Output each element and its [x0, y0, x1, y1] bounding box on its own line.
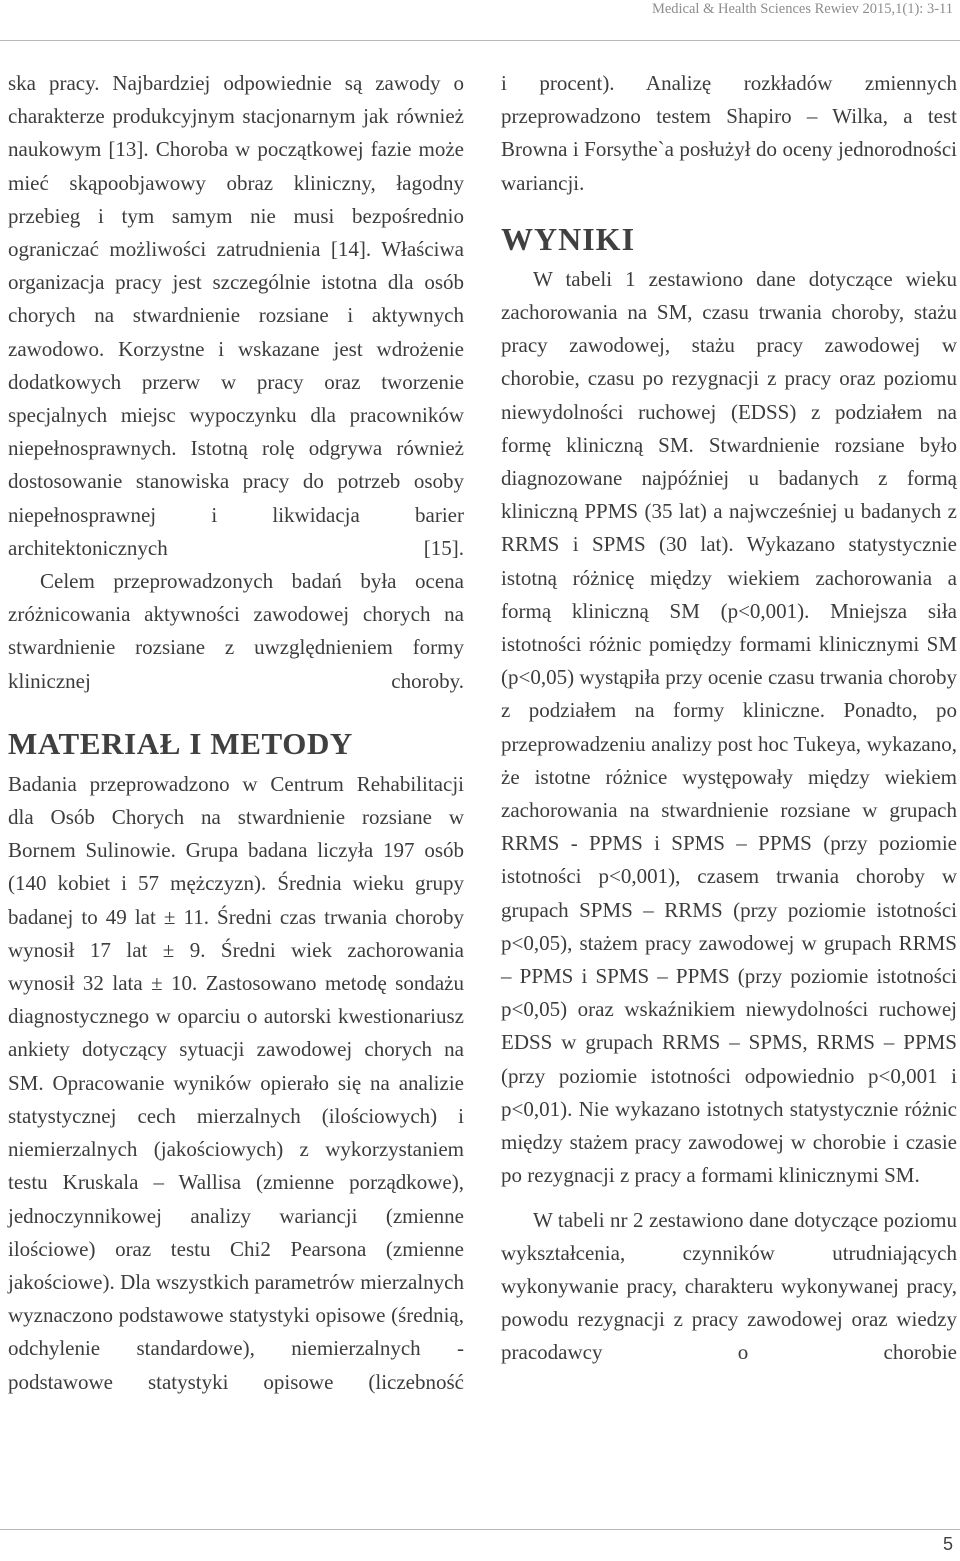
intro-paragraph: ska pracy. Najbardziej odpowiednie są zawody o charakterze produkcyjnym stacjonarnym jak również naukowym [13]. Choroba w początkowej fazie może mieć skąpoobjawowy obraz kliniczny, łagodny przebieg i tym samym nie musi bezpośrednio ograniczać możliwości zatrudnienia [14]. Właściwa organizacja pracy jest szczególnie istotna dla osób chorych na stwardnienie rozsiane i aktywnych zawodowo. Korzystne i wskazane jest wdrożenie dodatkowych przerw w pracy oraz tworzenie specjalnych miejsc wypoczynku dla pracowników niepełnosprawnych. Istotną rolę odgrywa również dostosowanie stanowiska pracy do potrzeb osoby niepełnosprawnej i likwidacja barier architektonicznych [15]. [8, 71, 464, 560]
methods-heading: MATERIAŁ I METODY [8, 725, 353, 761]
right-column [501, 67, 957, 1370]
page-number: 5 [942, 1534, 953, 1554]
aim-paragraph: Celem przeprowadzonych badań była ocena zróżnicowania aktywności zawodowej chorych na stwardnienie rozsiane z uwzględnieniem formy klinicznej choroby. [8, 569, 464, 693]
left-column [8, 67, 464, 1399]
running-head: Medical & Health Sciences Rewiev 2015,1(1): 3-11 [651, 1, 953, 17]
methods-paragraph: Badania przeprowadzono w Centrum Rehabilitacji dla Osób Chorych na stwardnienie rozsiane w Bornem Sulinowie. Grupa badana liczyła 197 osób (140 kobiet i 57 mężczyzn). Średnia wieku grupy badanej to 49 lat ± 11. Średni czas trwania choroby wynosił 17 lat ± 9. Średni wiek zachorowania wynosił 32 lata ± 10. Zastosowano metodę sondażu diagnostycznego w oparciu o autorski kwestionariusz ankiety dotyczący sytuacji zawodowej chorych na SM. Opracowanie wyników opierało się na analizie statystycznej cech mierzalnych (ilościowych) i niemierzalnych (jakościowych) z wykorzystaniem testu Kruskala – Wallisa (zmienne porządkowe), jednoczynnikowej analizy wariancji (zmienne ilościowe) oraz testu Chi2 Pearsona (zmienne jakościowe). Dla wszystkich parametrów mierzalnych wyznaczono podstawowe statystyki opisowe (średnią, odchylenie standardowe), niemierzalnych - podstawowe statystyki opisowe (liczebność [8, 771, 464, 1394]
continuation-paragraph: i procent). Analizę rozkładów zmiennych przeprowadzono testem Shapiro – Wilka, a test Browna i Forsythe`a posłużył do oceny jednorodności wariancji. [501, 71, 957, 195]
results-paragraph-2: W tabeli nr 2 zestawiono dane dotyczące poziomu wykształcenia, czynników utrudniających wykonywanie pracy, charakteru wykonywanej pracy, powodu rezygnacji z pracy zawodowej oraz wiedzy pracodawcy o chorobie [501, 1207, 957, 1365]
results-paragraph-1: W tabeli 1 zestawiono dane dotyczące wieku zachorowania na SM, czasu trwania choroby, stażu pracy zawodowej, stażu pracy zawodowej w chorobie, czasu po rezygnacji z pracy oraz poziomu niewydolności ruchowej (EDSS) z podziałem na formę kliniczną SM. Stwardnienie rozsiane było diagnozowane najpóźniej u badanych z formą kliniczną PPMS (35 lat) a najwcześniej u badanych z RRMS i SPMS (30 lat). Wykazano statystycznie istotną różnicę między wiekiem zachorowania a formą kliniczną SM (p<0,001). Mniejsza siła istotności różnic pomiędzy formami klinicznymi SM (p<0,05) wystąpiła przy ocenie czasu trwania choroby z podziałem na formy kliniczne. Ponadto, po przeprowadzeniu analizy post hoc Tukeya, wykazano, że istotne różnice występowały między wiekiem zachorowania na stwardnienie rozsiane w grupach RRMS - PPMS i SPMS – PPMS (przy poziomie istotności p<0,001), czasem trwania choroby w grupach SPMS – RRMS (przy poziomie istotności p<0,05), stażem pracy zawodowej w grupach RRMS – PPMS i SPMS – PPMS (przy poziomie istotności p<0,05) oraz wskaźnikiem niewydolności ruchowej EDSS w grupach RRMS – SPMS, RRMS – PPMS (przy poziomie istotności odpowiednio p<0,001 i p<0,01). Nie wykazano istotnych statystycznie różnic między stażem pracy zawodowej w chorobie i czasie po rezygnacji z pracy a formami klinicznymi SM. [501, 266, 957, 1188]
results-heading: WYNIKI [501, 220, 636, 257]
footer-divider [0, 1529, 960, 1530]
header-divider [0, 40, 960, 41]
